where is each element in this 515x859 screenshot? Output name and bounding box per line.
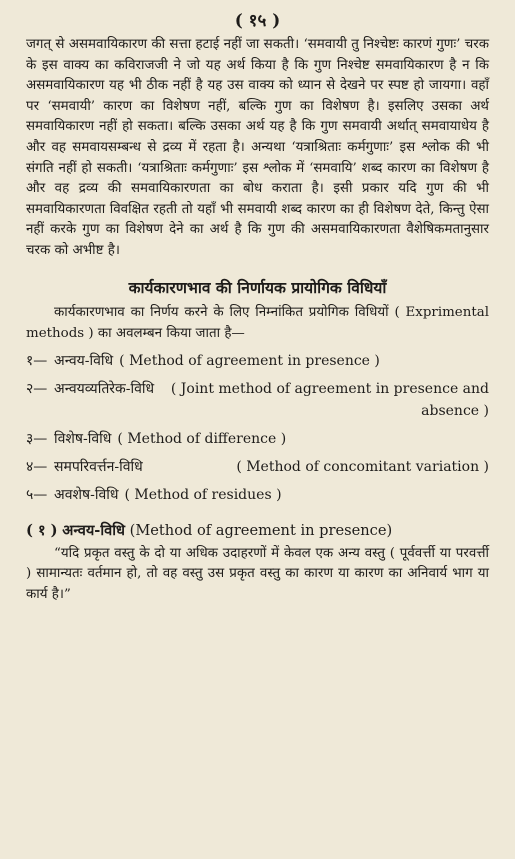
method-item <box>26 484 489 506</box>
method-number: २— <box>26 380 48 397</box>
method-item <box>26 378 489 422</box>
method-hindi: अवशेष-विधि <box>54 486 119 503</box>
definition-quote: “यदि प्रकृत वस्तु के दो या अधिक उदाहरणों में केवल एक अन्य वस्तु ( पूर्ववर्त्ती या परवर्त्ती ) सामान्यतः वर्तमान हो, तो वह वस्तु उस प्रकृत वस्तु का कारण या कारण का अनिवार्य भाग या कार्य है।” <box>26 545 489 602</box>
method-hindi: अन्वय-विधि <box>54 352 114 369</box>
subsection-heading <box>26 520 489 540</box>
methods-list <box>26 350 489 506</box>
body-paragraph: जगत् से असमवायिकारण की सत्ता हटाई नहीं जा सकती। ‘समवायी तु निश्चेष्टः कारणं गुणः’ चरक के इस वाक्य का कविराजजी ने जो यह अर्थ किया है कि गुण निश्चेष्ट समवायिकारण है न कि असमवायिकारण यह भी ठीक नहीं है यह उस वाक्य को ध्यान से देखने पर स्पष्ट हो जायगा। वहाँ पर ‘समवायी’ कारण का विशेषण नहीं, बल्कि गुण का विशेषण है। इसलिए उसका अर्थ समवायिकारण नहीं हो सकता। बल्कि उसका अर्थ यह है कि गुण समवायी अर्थात् समवायाधेय है और वह समवायसम्बन्ध से द्रव्य में रहता है। अन्यथा ‘यत्राश्रिताः कर्मगुणाः’ इस श्लोक की भी संगति नहीं हो सकती। ‘यत्राश्रिताः कर्मगुणाः’ इस श्लोक में ‘समवायि’ शब्द कारण का विशेषण है और वह द्रव्य की समवायिकारणता का बोध कराता है। इसी प्रकार यदि गुण की भी समवायिकारणता विवक्षित रहती तो यहाँ भी समवायी शब्द कारण का ही विशेषण देते, किन्तु ऐसा नहीं करके गुण का विशेषण देने का अर्थ है कि गुण की असमवायिकारणता वैशेषिकमतानुसार चरक को अभीष्ट है। <box>26 37 489 258</box>
method-number: ५— <box>26 486 48 503</box>
method-english: ( Method of agreement in presence ) <box>119 352 380 369</box>
method-hindi: समपरिवर्त्तन-विधि <box>54 458 143 475</box>
method-english: ( Method of difference ) <box>117 430 287 447</box>
method-hindi: अन्वयव्यतिरेक-विधि <box>54 380 155 397</box>
subsection-number: ( १ ) <box>26 521 58 539</box>
method-hindi: विशेष-विधि <box>54 430 112 447</box>
method-english: ( Joint method of agreement in presence and absence ) <box>170 380 489 419</box>
method-english: ( Method of concomitant variation ) <box>236 458 489 475</box>
page-number: ( १५ ) <box>234 11 281 31</box>
subsection-english: (Method of agreement in presence) <box>129 521 393 539</box>
subsection-hindi: अन्वय-विधि <box>62 521 126 539</box>
method-number: १— <box>26 352 48 369</box>
method-number: ४— <box>26 458 48 475</box>
method-english: ( Method of residues ) <box>124 486 282 503</box>
section-heading: कार्यकारणभाव की निर्णायक प्रायोगिक विधियाँ <box>128 277 387 297</box>
method-item <box>26 456 489 478</box>
method-number: ३— <box>26 430 48 447</box>
intro-paragraph: कार्यकारणभाव का निर्णय करने के लिए निम्नांकित प्रयोगिक विधियों ( Exprimental methods ) का अवलम्बन किया जाता है— <box>26 304 489 341</box>
method-item <box>26 428 489 450</box>
method-item <box>26 350 489 372</box>
